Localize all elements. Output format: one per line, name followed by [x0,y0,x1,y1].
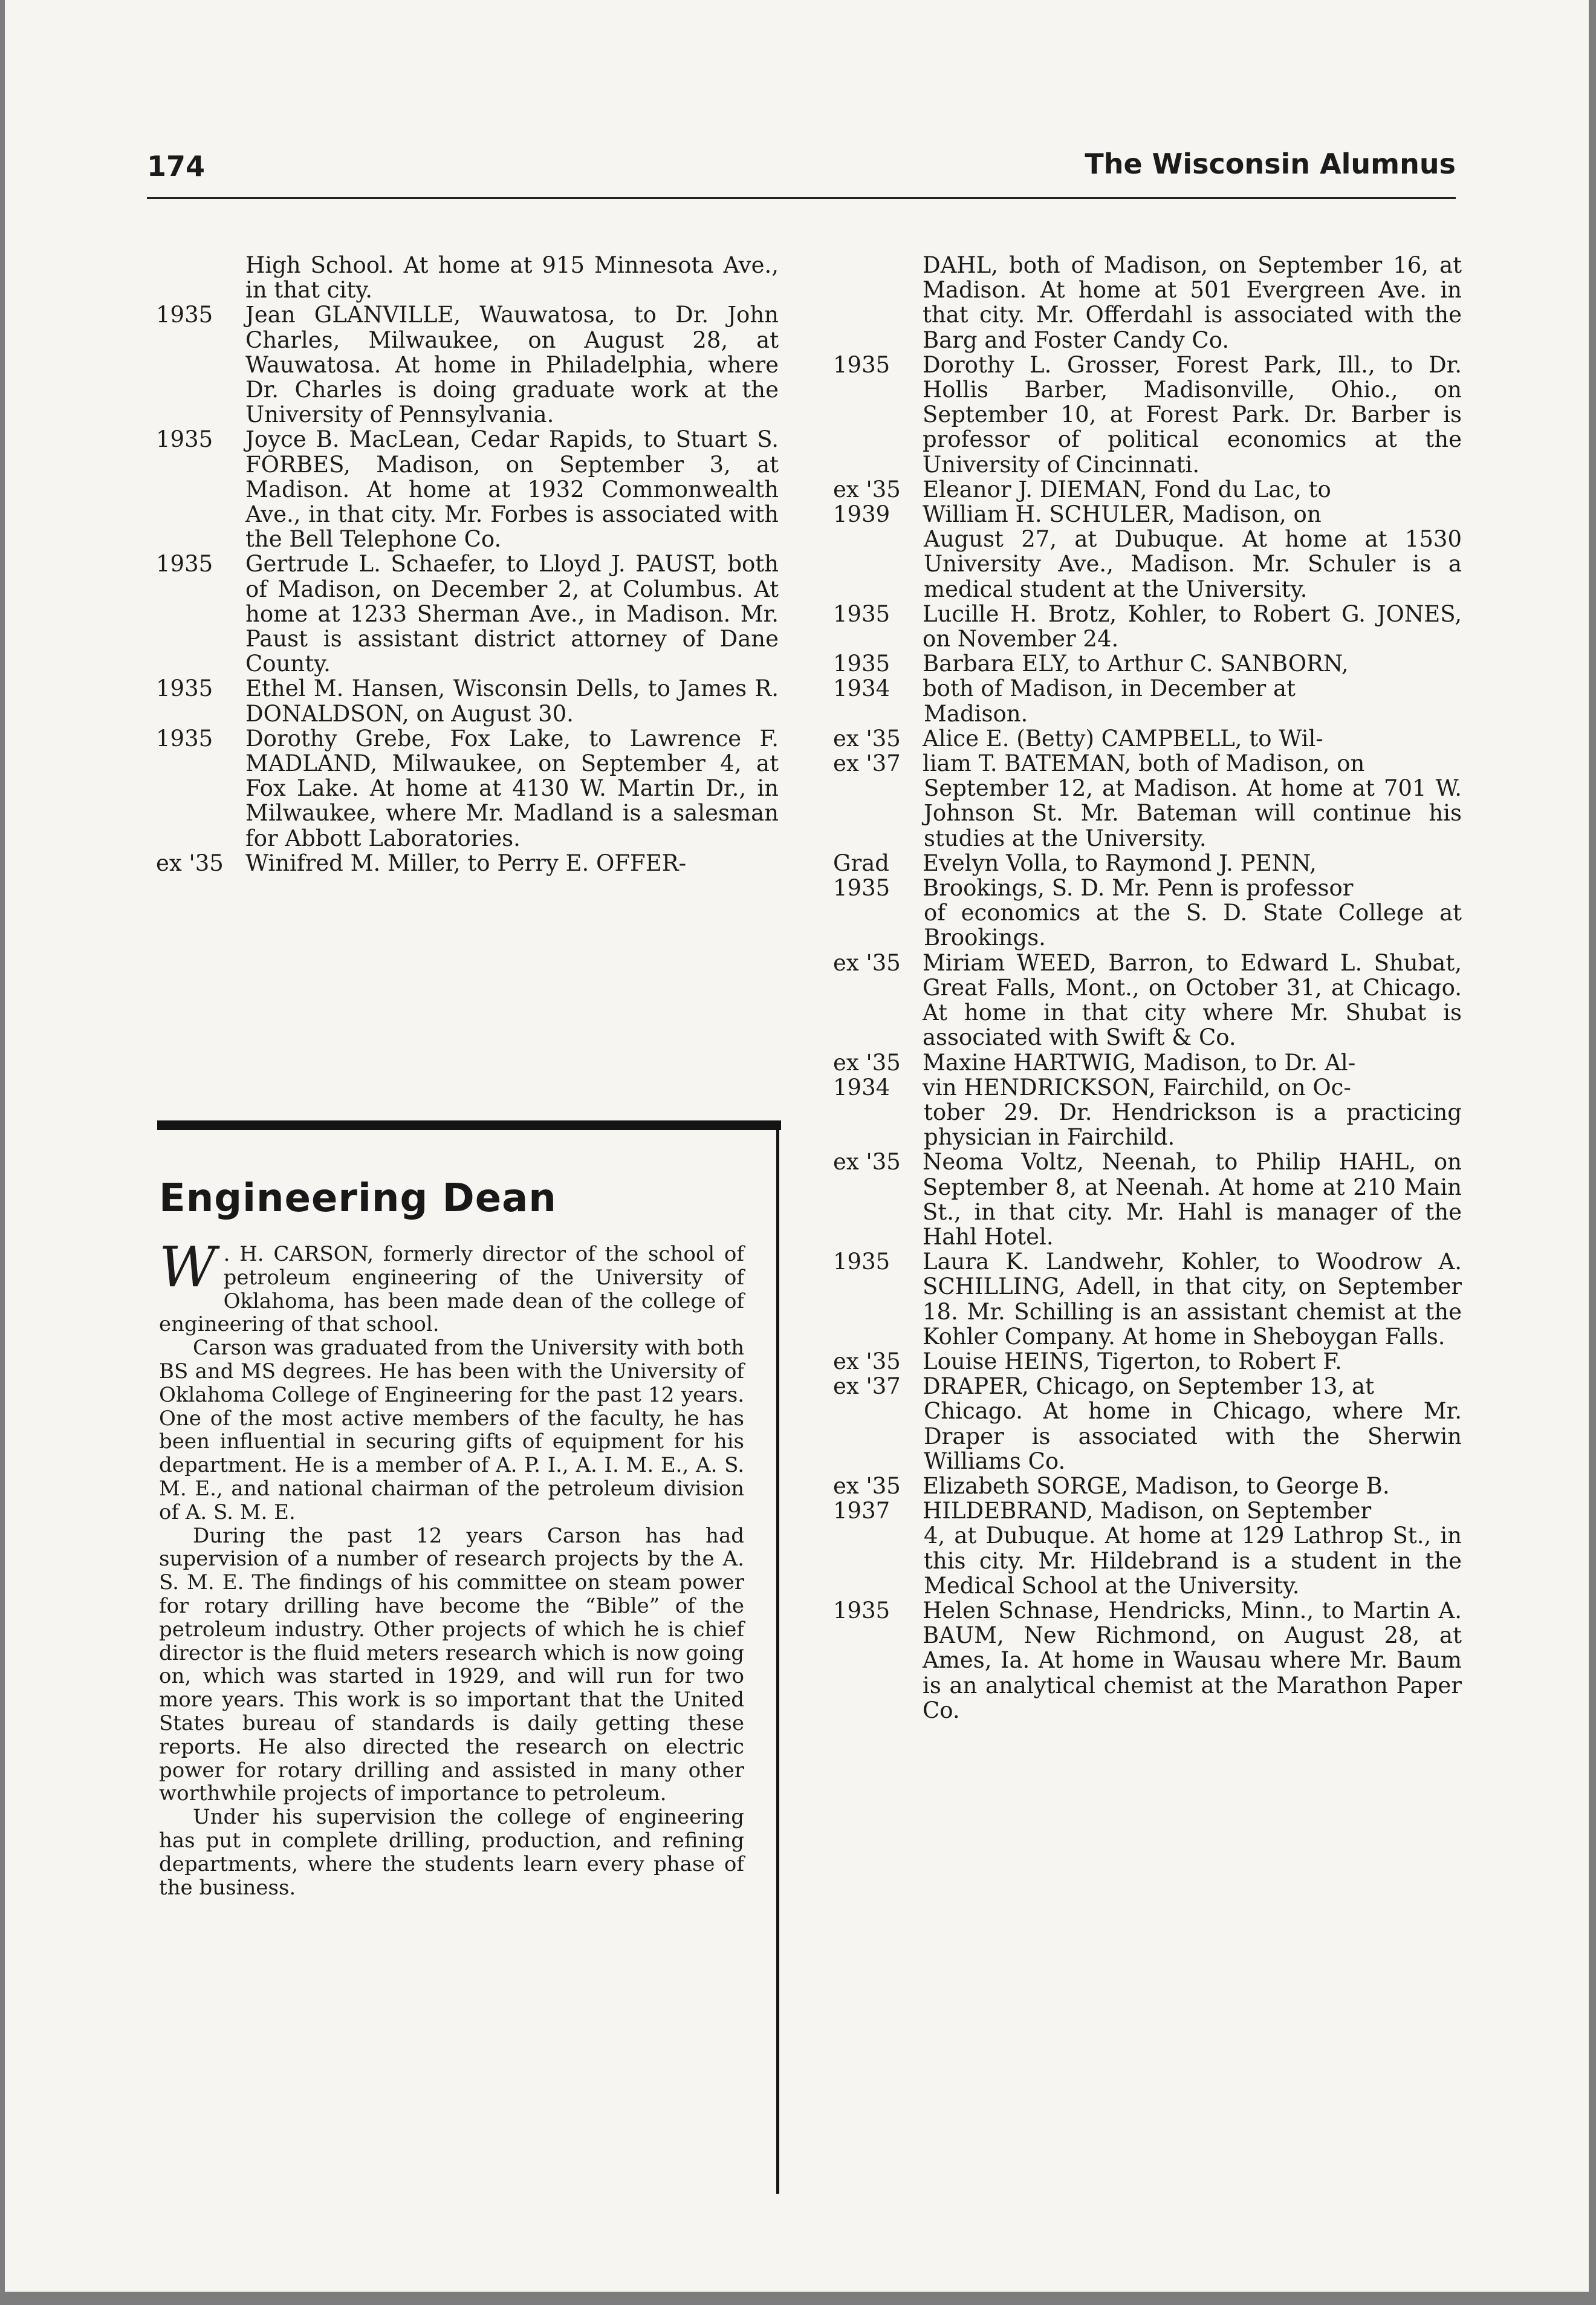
entry-year [833,253,923,353]
entry-text: Gertrude L. Schaefer, to Lloyd J. PAUST, both of Madison, on December 2, at Columbus. At home at 1233 Sherman Ave., in Madison. Mr. Paust is assistant district attorney of Dane County. [245,551,779,677]
entry-text: Joyce B. MacLean, Cedar Rapids, to Stuart S. FORBES, Madison, on September 3, at Madison. At home at 1932 Commonwealth Ave., in that city. Mr. Forbes is associated with the Bell Telephone Co. [245,426,779,553]
entry-text: of economics at the S. D. State College at Brookings. [924,900,1462,951]
entry-text-line: Evelyn Volla, to Raymond J. PENN, [923,850,1317,876]
list-item [156,851,779,876]
entry-year: ex '35 [833,1348,901,1374]
entry-year-2: 1937 [833,1498,890,1524]
entry-year: ex '35 [833,725,901,752]
entry-year: 1935 [156,551,213,577]
entry-year [156,253,245,302]
entry-year: 1935 [156,675,213,702]
entry-year: 1935 [833,1249,890,1275]
entry-year: 1935 [833,1597,890,1624]
entry-text-line: Barbara ELY, to Arthur C. SANBORN, [923,651,1349,677]
list-item [833,1474,1462,1598]
article-paragraph [159,1235,744,1337]
entry-text: August 27, at Dubuque. At home at 1530 University Ave., Madison. Mr. Schuler is a medical student at the University. [924,526,1462,602]
list-item [833,951,1462,1050]
entry-text: tober 29. Dr. Hendrickson is a practicing physician in Fairchild. [924,1099,1462,1151]
entry-year: 1935 [156,426,213,453]
entry-text: Jean GLANVILLE, Wauwatosa, to Dr. John Charles, Milwaukee, on August 28, at Wauwatosa. At home in Philadelphia, where Dr. Charles is doing graduate work at the University of Pennsylvania. [245,302,779,428]
header-rule [147,197,1456,199]
entry-text-line: Louise HEINS, Tigerton, to Robert F. [923,1348,1342,1374]
entry-text-line: both of Madison, in December at [923,675,1296,702]
list-item [156,427,779,551]
entry-text: September 12, at Madison. At home at 701 W. Johnson St. Mr. Bateman will continue his studies at the University. [924,775,1462,851]
list-item [833,1149,1462,1249]
list-item [833,1050,1462,1150]
entry-year-2: 1934 [833,675,890,702]
article-body [159,1235,744,1900]
entry-year: ex '35 [156,850,224,876]
paragraph-text: . H. CARSON, formerly director of the school of petroleum engineering of the University of Oklahoma, has been made dean of the college of engineering of that school. [159,1242,744,1337]
list-item [833,353,1462,477]
list-item [156,551,779,676]
list-item [833,602,1462,651]
entry-year: 1935 [156,725,213,752]
entry-text: Neoma Voltz, Neenah, to Philip HAHL, on September 8, at Neenah. At home at 210 Main St., in that city. Mr. Hahl is manager of the Hahl Hotel. [923,1149,1462,1250]
entry-text-line: Maxine HARTWIG, Madison, to Dr. Al- [923,1049,1356,1076]
entry-year: 1935 [833,351,890,378]
entry-text-line: HILDEBRAND, Madison, on September [923,1498,1372,1524]
list-item [156,676,779,726]
entry-text-line: Eleanor J. DIEMAN, Fond du Lac, to [923,476,1331,502]
entry-text-line: liam T. BATEMAN, both of Madison, on [923,750,1365,777]
running-title: The Wisconsin Alumnus [1085,148,1456,180]
article-top-bar [157,1120,781,1130]
list-item [156,253,779,302]
entry-year-2: 1935 [833,875,890,902]
list-item [833,1249,1462,1349]
entry-year: ex '35 [833,476,901,502]
entry-text: Winifred M. Miller, to Perry E. OFFER- [245,850,687,876]
list-item [156,302,779,427]
entry-text: Lucille H. Brotz, Kohler, to Robert G. JONES, on November 24. [923,600,1462,652]
left-column [156,253,779,876]
page [5,0,1589,2292]
entry-year: ex '35 [833,949,901,976]
entry-text: 4, at Dubuque. At home at 129 Lathrop St., in this city. Mr. Hildebrand is a student in the Medical School at the University. [924,1523,1462,1599]
entry-text: Madison. [924,700,1028,727]
right-column [833,253,1462,1723]
entry-text-line: Elizabeth SORGE, Madison, to George B. [923,1472,1390,1499]
entry-text: Chicago. At home in Chicago, where Mr. Draper is associated with the Sherwin Williams Co. [924,1398,1462,1474]
entry-text: High School. At home at 915 Minnesota Ave., in that city. [245,252,779,304]
entry-year-2: ex '37 [833,1373,901,1400]
article-paragraph: During the past 12 years Carson has had supervision of a number of research projects by the A. S. M. E. The findings of his committee on steam power for rotary drilling have become the “Bible” of the petroleum industry. Other projects of which he is chief director is the fluid meters research which is now going on, which was started in 1929, and will run for two more years. This work is so important that the United States bureau of standards is daily getting these reports. He also directed the research on electric power for rotary drilling and assisted in many other worthwhile projects of importance to petroleum. [159,1523,744,1806]
entry-text: DAHL, both of Madison, on September 16, at Madison. At home at 501 Evergreen Ave. in that city. Mr. Offerdahl is associated with the Barg and Foster Candy Co. [923,252,1462,353]
entry-year: 1935 [833,651,890,677]
list-item [833,1598,1462,1723]
entry-year: ex '35 [833,1472,901,1499]
list-item [833,253,1462,353]
article-engineering-dean [159,1176,744,1899]
entry-text-line: DRAPER, Chicago, on September 13, at [923,1373,1374,1400]
entry-year-2: 1939 [833,501,890,528]
entry-year: Grad [833,850,889,876]
entry-text-line: William H. SCHULER, Madison, on [923,501,1322,528]
entry-year: ex '35 [833,1049,901,1076]
entry-text: Dorothy L. Grosser, Forest Park, Ill., to Dr. Hollis Barber, Madisonville, Ohio., on September 10, at Forest Park. Dr. Barber is professor of political economics at the University of Cincinnati. [923,351,1462,478]
list-item [833,651,1462,726]
entry-text: Dorothy Grebe, Fox Lake, to Lawrence F. MADLAND, Milwaukee, on September 4, at Fox Lake. At home at 4130 W. Martin Dr., in Milwaukee, where Mr. Madland is a salesman for Abbott Laboratories. [245,725,779,851]
page-header [147,139,1456,193]
entry-text-line: Alice E. (Betty) CAMPBELL, to Wil- [923,725,1323,752]
page-number: 174 [147,150,206,183]
entry-text-line: vin HENDRICKSON, Fairchild, on Oc- [923,1074,1351,1100]
column-divider [776,1120,779,2194]
entry-text: Miriam WEED, Barron, to Edward L. Shubat, Great Falls, Mont., on October 31, at Chicago. At home in that city where Mr. Shubat is associated with Swift & Co. [923,949,1462,1051]
entry-text: Ethel M. Hansen, Wisconsin Dells, to James R. DONALDSON, on August 30. [245,675,779,727]
entry-year-2: 1934 [833,1074,890,1100]
entry-year: 1935 [156,302,213,328]
entry-year: ex '35 [833,1149,901,1175]
article-paragraph: Under his supervision the college of engineering has put in complete drilling, production, and refining departments, where the students learn every phase of the business. [159,1805,744,1900]
article-paragraph: Carson was graduated from the University with both BS and MS degrees. He has been with the University of Oklahoma College of Engineering for the past 12 years. One of the most active members of the faculty, he has been influential in securing gifts of equipment for his department. He is a member of A. P. I., A. I. M. E., A. S. M. E., and national chairman of the petroleum division of A. S. M. E. [159,1336,744,1524]
entry-text: Laura K. Landwehr, Kohler, to Woodrow A. SCHILLING, Adell, in that city, on September 18. Mr. Schilling is an assistant chemist at the Kohler Company. At home in Sheboygan Falls. [923,1249,1462,1350]
list-item [833,851,1462,951]
entry-year: 1935 [833,600,890,627]
entry-text: Helen Schnase, Hendricks, Minn., to Martin A. BAUM, New Richmond, on August 28, at Ames, Ia. At home in Wausau where Mr. Baum is an analytical chemist at the Marathon Paper Co. [923,1597,1462,1723]
list-item [156,726,779,851]
list-item [833,477,1462,602]
entry-year-2: ex '37 [833,750,901,777]
drop-cap: W [159,1235,216,1299]
list-item [833,726,1462,851]
entry-text-line: Brookings, S. D. Mr. Penn is professor [923,875,1354,902]
list-item [833,1349,1462,1474]
article-title: Engineering Dean [159,1176,557,1221]
